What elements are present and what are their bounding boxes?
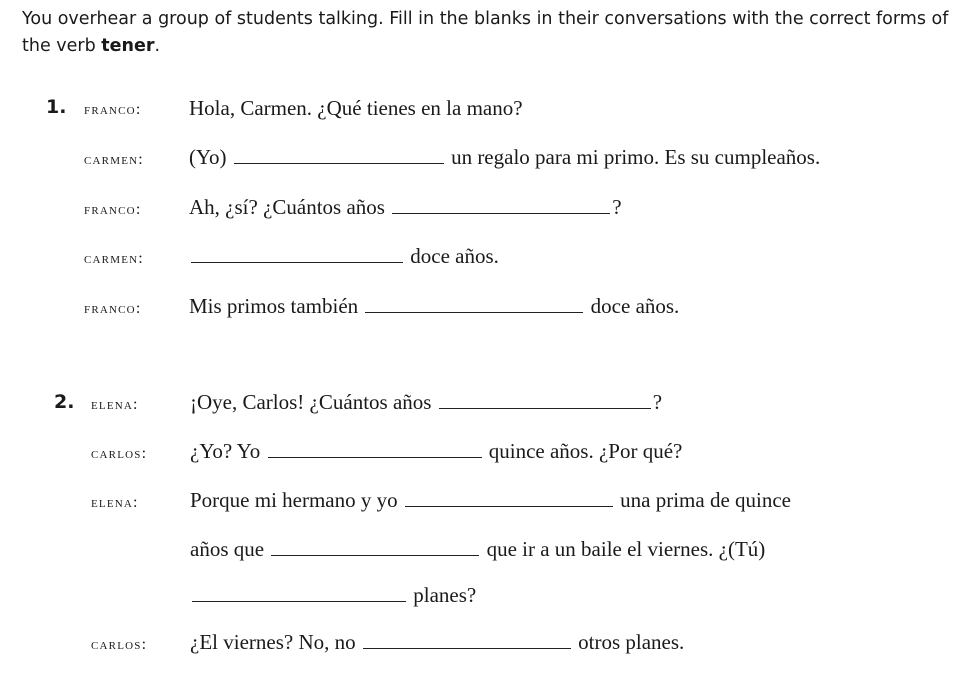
line-text: años que [190, 537, 265, 561]
line-text: Ah, ¿sí? ¿Cuántos años [189, 195, 385, 219]
dialogue-line-1-4 [189, 244, 499, 269]
exercise-2-number: 2. [54, 391, 75, 413]
answer-blank-2-2[interactable] [268, 439, 482, 458]
line-text: ¡Oye, Carlos! ¿Cuántos años [190, 390, 432, 414]
line-text: (Yo) [189, 145, 227, 169]
speaker-carlos-1: carlos: [91, 445, 148, 462]
dialogue-line-1-2 [189, 145, 820, 170]
dialogue-line-2-5 [190, 583, 476, 608]
speaker-carmen-1: carmen: [84, 151, 144, 168]
dialogue-line-2-3 [190, 488, 791, 513]
answer-blank-1-4[interactable] [365, 294, 583, 313]
instructions-period: . [154, 36, 161, 56]
line-text: un regalo para mi primo. Es su cumpleaños. [451, 145, 821, 169]
line-text: otros planes. [578, 630, 685, 654]
line-text: ? [612, 195, 622, 219]
answer-blank-2-5[interactable] [192, 583, 406, 602]
instructions-verb: tener [101, 36, 155, 56]
speaker-elena-2: elena: [91, 494, 139, 511]
line-text: una prima de quince [620, 488, 791, 512]
line-text: Porque mi hermano y yo [190, 488, 398, 512]
line-text: Mis primos también [189, 294, 359, 318]
speaker-franco-2: franco: [84, 201, 142, 218]
line-text: ? [652, 390, 663, 414]
line-text: Hola, Carmen. ¿Qué tienes en la mano? [189, 96, 523, 120]
instructions-text: You overhear a group of students talking. Fill in the blanks in their conversations with the correct forms of the verb [22, 9, 949, 56]
line-text: ¿El viernes? No, no [190, 630, 356, 654]
speaker-carlos-2: carlos: [91, 636, 148, 653]
speaker-franco-3: franco: [84, 300, 142, 317]
line-text: quince años. ¿Por qué? [488, 439, 683, 463]
line-text: que ir a un baile el viernes. ¿(Tú) [486, 537, 766, 561]
dialogue-line-1-3 [189, 195, 622, 220]
answer-blank-2-1[interactable] [439, 390, 651, 409]
answer-blank-1-2[interactable] [392, 195, 610, 214]
speaker-franco-1: franco: [84, 101, 142, 118]
dialogue-line-1-1 [189, 96, 523, 121]
dialogue-line-2-2 [190, 439, 682, 464]
answer-blank-2-4[interactable] [271, 537, 479, 556]
line-text: doce años. [590, 294, 680, 318]
dialogue-line-1-5 [189, 294, 679, 319]
line-text: ¿Yo? Yo [190, 439, 261, 463]
speaker-carmen-2: carmen: [84, 250, 144, 267]
exercise-1-number: 1. [46, 96, 67, 118]
dialogue-line-2-1 [190, 390, 662, 415]
answer-blank-1-3[interactable] [191, 244, 403, 263]
line-text: planes? [413, 583, 477, 607]
instructions [22, 6, 972, 60]
answer-blank-2-3[interactable] [405, 488, 613, 507]
speaker-elena-1: elena: [91, 396, 139, 413]
dialogue-line-2-6 [190, 630, 684, 655]
answer-blank-1-1[interactable] [234, 145, 444, 164]
line-text: doce años. [410, 244, 499, 268]
dialogue-line-2-4 [190, 537, 765, 562]
answer-blank-2-6[interactable] [363, 630, 571, 649]
